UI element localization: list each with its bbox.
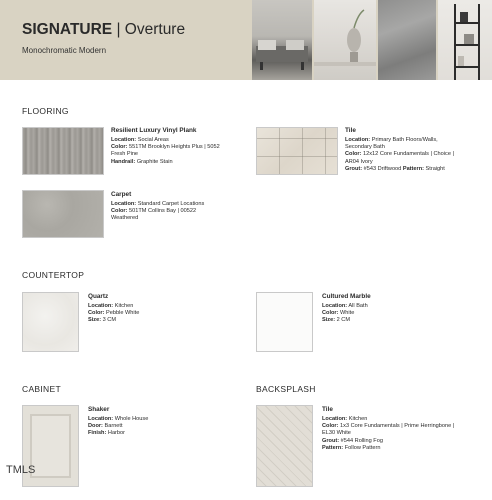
shaker-door-label: Door: — [88, 423, 103, 430]
lvp-color-label: Color: — [111, 144, 128, 151]
carpet-location: Standard Carpet Locations — [137, 201, 205, 207]
shaker-location: Whole House — [114, 416, 149, 422]
marble-color-label: Color: — [322, 310, 339, 317]
mls-watermark: TMLS — [6, 464, 36, 476]
quartz-swatch — [22, 292, 79, 352]
brand-separator: | — [116, 21, 121, 38]
floor-tile-swatch — [256, 127, 338, 175]
floor-tile-name: Tile — [345, 127, 356, 134]
lvp-name: Resilient Luxury Vinyl Plank — [111, 127, 197, 134]
quartz-color-label: Color: — [88, 310, 105, 317]
section-title-countertop: COUNTERTOP — [22, 270, 85, 280]
backsplash-color-line2: EL30 White — [322, 430, 351, 437]
floor-tile-grout-label: Grout: — [345, 165, 363, 172]
floor-tile-location-label: Location: — [345, 137, 371, 143]
floor-tile-location-line2: Secondary Bath — [345, 144, 385, 151]
floor-tile-pattern: Straight — [425, 165, 445, 172]
marble-size: 2 CM — [336, 317, 350, 324]
shaker-name: Shaker — [88, 406, 110, 413]
shaker-location-label: Location: — [88, 416, 114, 422]
lvp-color-line2: Fresh Pine — [111, 151, 139, 158]
shaker-finish: Harbor — [107, 430, 126, 437]
carpet-location-label: Location: — [111, 201, 137, 207]
backsplash-grout-label: Grout: — [322, 437, 340, 444]
marble-location: All Bath — [348, 303, 368, 309]
vase-decor-photo — [314, 0, 376, 80]
backsplash-location: Kitchen — [348, 416, 368, 422]
lvp-swatch — [22, 127, 104, 175]
quartz-location: Kitchen — [114, 303, 134, 309]
lvp-handrail-label: Handrail: — [111, 158, 136, 165]
living-room-photo — [252, 0, 312, 80]
backsplash-swatch — [256, 405, 313, 487]
carpet-color-label: Color: — [111, 208, 128, 215]
floor-tile-color: 12x12 Core Fundamentals | Choice | — [363, 151, 454, 158]
lvp-handrail: Graphite Stain — [136, 158, 173, 165]
marble-location-label: Location: — [322, 303, 348, 309]
floor-tile-location: Primary Bath Floors/Walls, — [371, 137, 438, 143]
floor-tile-pattern-label: Pattern: — [402, 165, 424, 172]
brand-title — [22, 21, 185, 39]
brand-primary: SIGNATURE — [22, 21, 113, 38]
lvp-location: Social Areas — [137, 137, 169, 143]
quartz-details — [88, 293, 238, 325]
section-title-flooring: FLOORING — [22, 106, 69, 116]
lvp-details — [111, 127, 251, 166]
backsplash-color-label: Color: — [322, 423, 339, 430]
carpet-details — [111, 191, 251, 223]
marble-details — [322, 293, 472, 325]
lvp-color: 551TM Brooklyn Heights Plus | 5052 — [129, 144, 220, 151]
carpet-swatch — [22, 190, 104, 238]
carpet-color: 501TM Collins Bay | 00522 — [129, 208, 197, 215]
quartz-size: 3 CM — [102, 317, 116, 324]
lvp-location-label: Location: — [111, 137, 137, 143]
floor-tile-details — [345, 127, 485, 173]
backsplash-location-label: Location: — [322, 416, 348, 422]
floor-tile-color-line2: AR04 Ivory — [345, 158, 373, 165]
marble-color: White — [340, 310, 355, 317]
backsplash-pattern: Follow Pattern — [344, 444, 381, 451]
backsplash-grout: #544 Rolling Fog — [340, 437, 383, 444]
marble-swatch — [256, 292, 313, 352]
quartz-size-label: Size: — [88, 317, 102, 324]
shaker-finish-label: Finish: — [88, 430, 107, 437]
shaker-details — [88, 406, 238, 438]
section-title-backsplash: BACKSPLASH — [256, 384, 316, 394]
brand-secondary: Overture — [124, 21, 186, 38]
backsplash-pattern-label: Pattern: — [322, 444, 344, 451]
quartz-location-label: Location: — [88, 303, 114, 309]
quartz-color: Pebble White — [106, 310, 140, 317]
carpet-name: Carpet — [111, 191, 132, 198]
section-title-cabinet: CABINET — [22, 384, 61, 394]
carpet-color-line2: Weathered — [111, 215, 139, 222]
backsplash-color: 1x3 Core Fundamentals | Prime Herringbone | — [340, 423, 455, 430]
subtitle: Monochromatic Modern — [22, 46, 107, 55]
shaker-door: Barnett — [104, 423, 123, 430]
floor-tile-grout: #543 Driftwood — [363, 165, 402, 172]
backsplash-details — [322, 406, 487, 452]
concrete-texture-photo — [378, 0, 436, 80]
floor-tile-color-label: Color: — [345, 151, 362, 158]
marble-name: Cultured Marble — [322, 293, 371, 300]
backsplash-name: Tile — [322, 406, 333, 413]
marble-size-label: Size: — [322, 317, 336, 324]
quartz-name: Quartz — [88, 293, 109, 300]
cabinet-door-panel — [30, 414, 71, 478]
shelf-decor-photo — [438, 0, 492, 80]
